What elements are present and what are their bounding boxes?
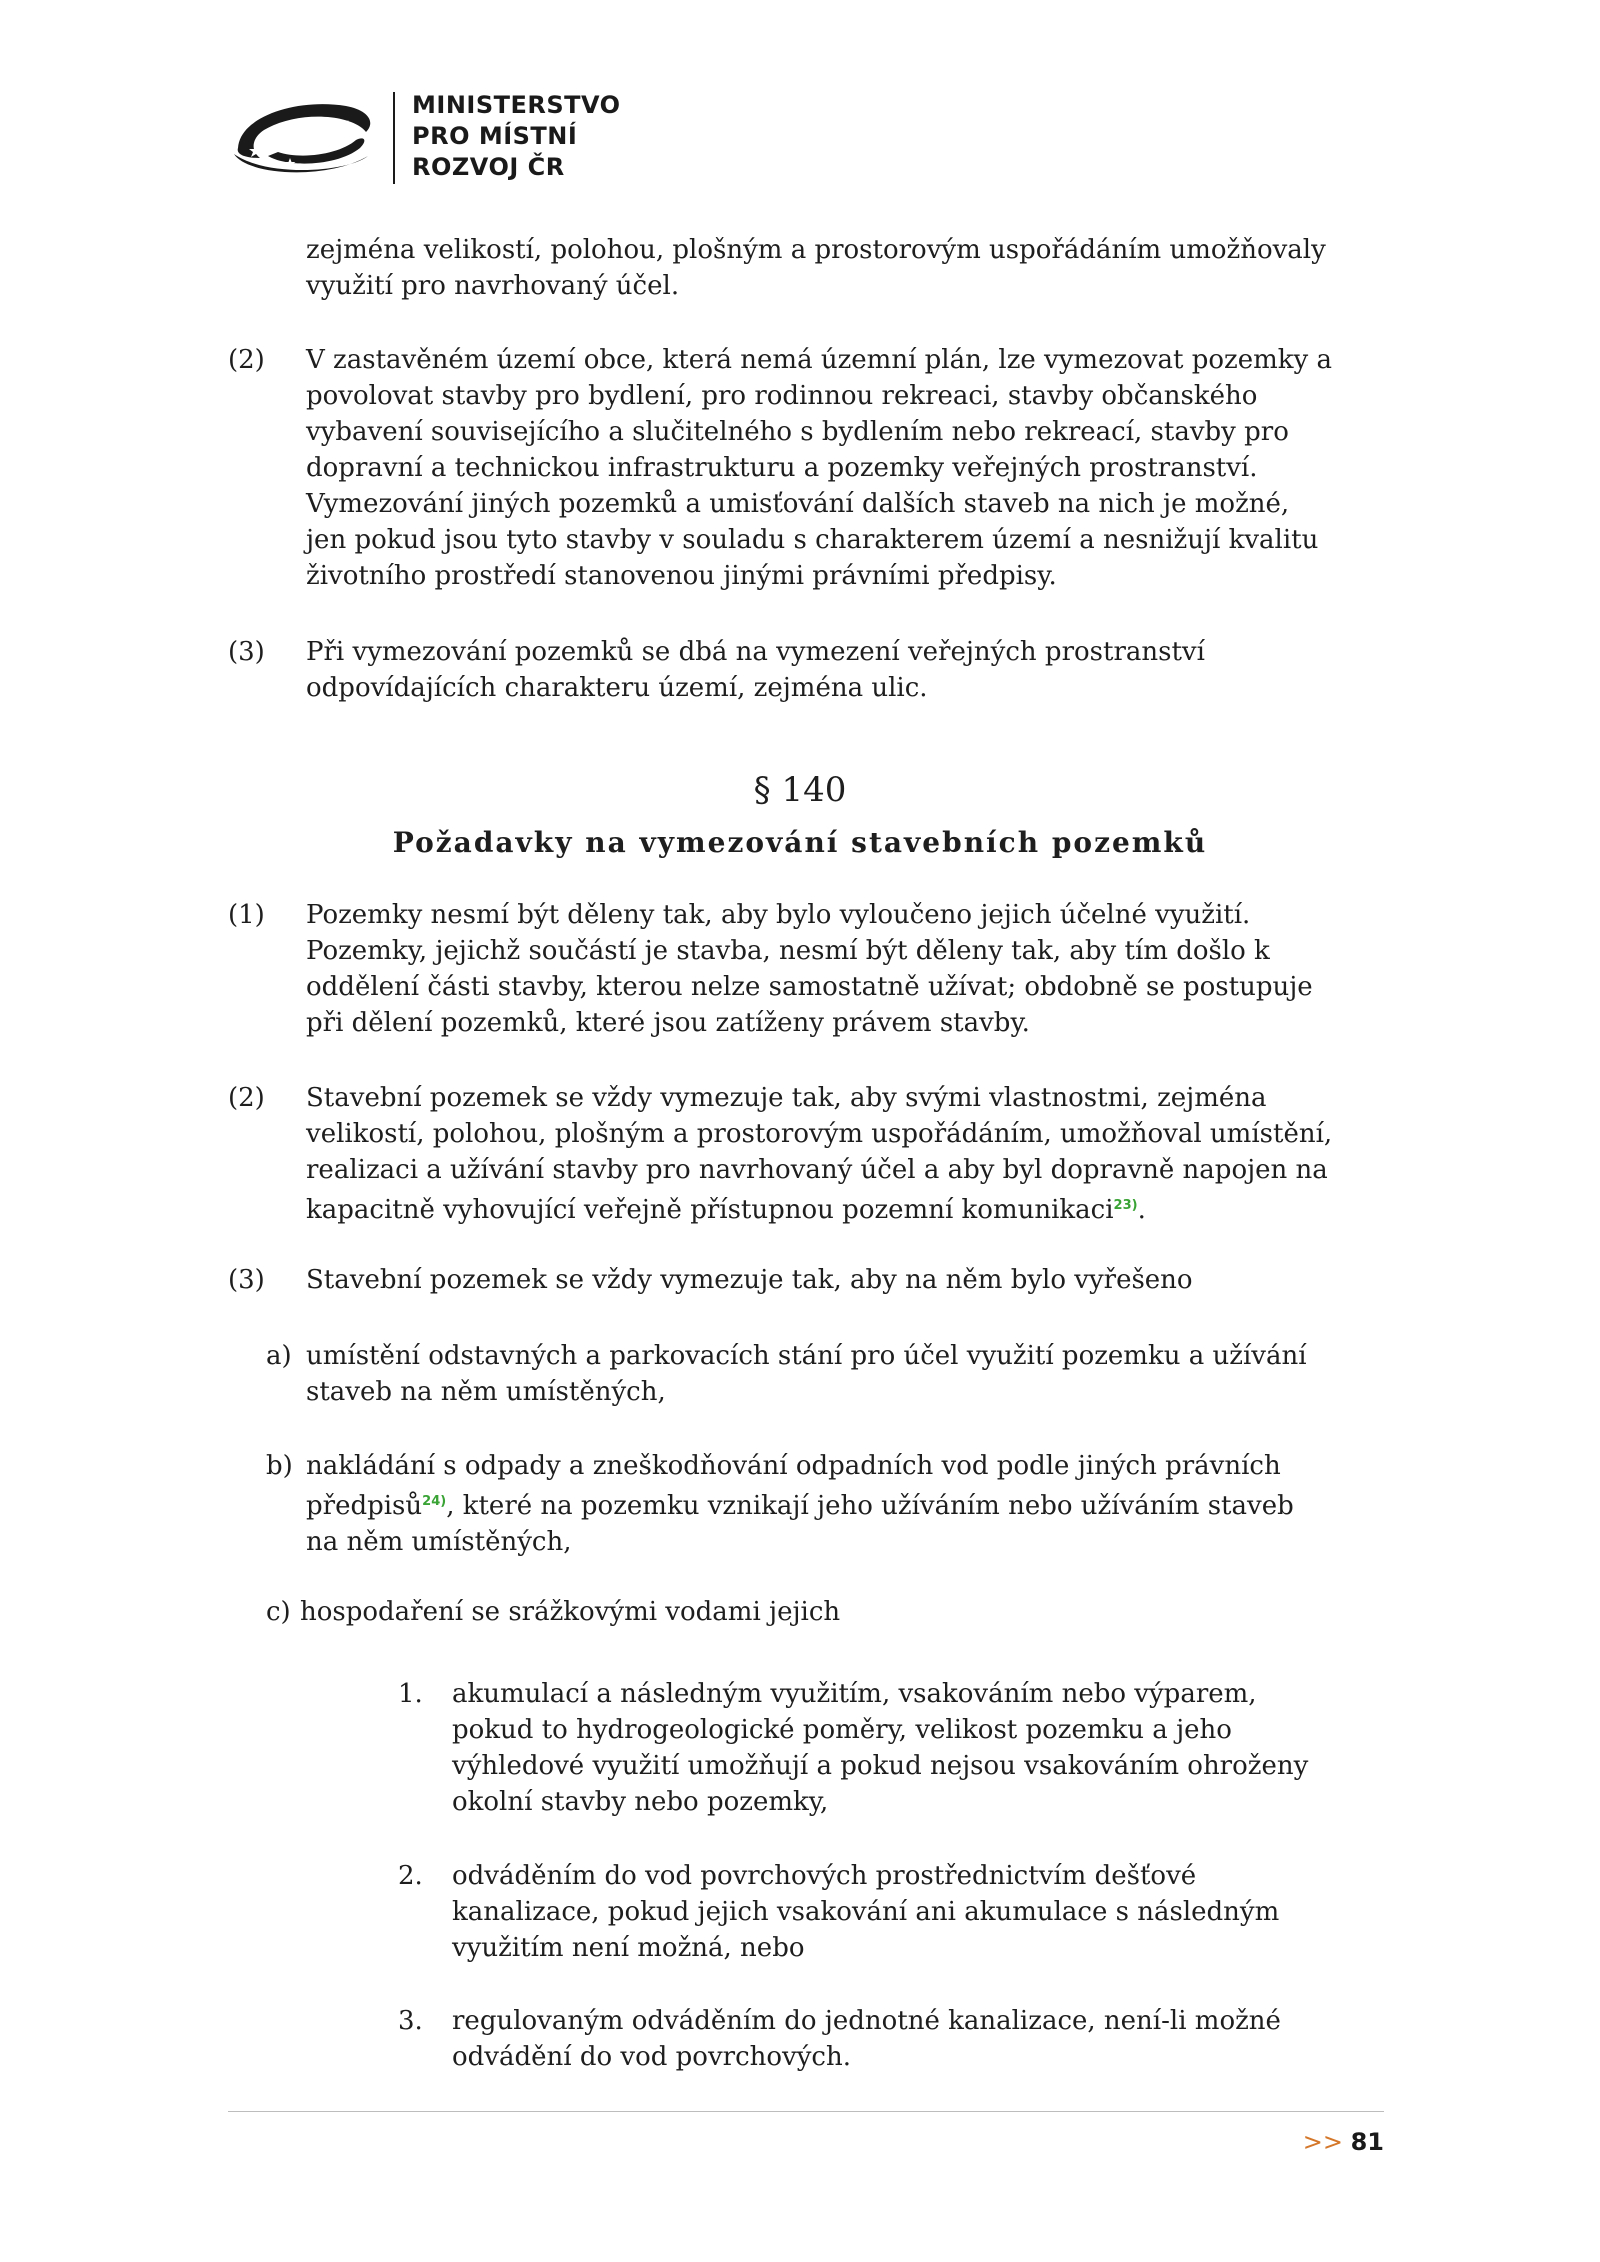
text-fragment: kapacitně vyhovující veřejně přístupnou pozemní komunikaci: [306, 1195, 1114, 1225]
ministry-logo: [228, 92, 678, 192]
section-number: § 140: [753, 770, 847, 810]
subitem-2: [452, 1858, 1384, 1966]
text-line: realizaci a užívání stavby pro navrhovaný účel a aby byl dopravně napojen na: [306, 1155, 1328, 1185]
text-line: povolovat stavby pro bydlení, pro rodinnou rekreaci, stavby občanského: [306, 381, 1258, 411]
section-paragraph-1: [306, 897, 1384, 1041]
text-line: hospodaření se srážkovými vodami jejich: [300, 1597, 841, 1627]
paragraph-number: (2): [228, 1083, 265, 1113]
page-number-value: 81: [1350, 2128, 1384, 2156]
text-line: Stavební pozemek se vždy vymezuje tak, aby na něm bylo vyřešeno: [306, 1265, 1193, 1295]
page-number: [1303, 2128, 1384, 2156]
intro-paragraph: [306, 232, 1384, 304]
subitem-1: [452, 1676, 1384, 1820]
text-line: využití pro navrhovaný účel.: [306, 271, 680, 301]
text-line: dopravní a technickou infrastrukturu a pozemky veřejných prostranství.: [306, 453, 1258, 483]
text-line: regulovaným odváděním do jednotné kanalizace, není-li možné: [452, 2006, 1281, 2036]
section-heading: Požadavky na vymezování stavebních pozemků: [392, 826, 1208, 859]
subitem-number: 2.: [398, 1861, 423, 1891]
text-line: životního prostředí stanovenou jinými právními předpisy.: [306, 561, 1057, 591]
subitem-number: 1.: [398, 1679, 423, 1709]
text-fragment: .: [1137, 1195, 1146, 1225]
paragraph-number: (3): [228, 637, 265, 667]
text-line: kanalizace, pokud jejich vsakování ani akumulace s následným: [452, 1897, 1280, 1927]
page-arrows-icon: >>: [1302, 2128, 1343, 2156]
text-line: oddělení části stavby, kterou nelze samostatně užívat; obdobně se postupuje: [306, 972, 1313, 1002]
section-paragraph-3: [306, 1262, 1384, 1298]
ministry-emblem-icon: [228, 96, 378, 176]
text-line: okolní stavby nebo pozemky,: [452, 1787, 829, 1817]
logo-divider: [393, 92, 395, 184]
subitem-number: 3.: [398, 2006, 423, 2036]
text-line: vybavení souvisejícího a slučitelného s bydlením nebo rekreací, stavby pro: [306, 417, 1289, 447]
text-line: velikostí, polohou, plošným a prostorovým uspořádáním, umožňoval umístění,: [306, 1119, 1333, 1149]
text-line: V zastavěném území obce, která nemá územní plán, lze vymezovat pozemky a: [306, 345, 1332, 375]
footer-divider: [228, 2111, 1384, 2112]
text-line: Při vymezování pozemků se dbá na vymezení veřejných prostranství: [306, 637, 1205, 667]
text-line: Pozemky nesmí být děleny tak, aby bylo vyloučeno jejich účelné využití.: [306, 900, 1251, 930]
text-line: akumulací a následným využitím, vsakováním nebo výparem,: [452, 1679, 1257, 1709]
ministry-name-line: ROZVOJ ČR: [412, 153, 565, 181]
item-c: [300, 1594, 1384, 1630]
item-label: a): [266, 1341, 292, 1371]
paragraph-number: (2): [228, 345, 265, 375]
section-paragraph-2: [306, 1080, 1384, 1228]
text-line: odvádění do vod povrchových.: [452, 2042, 851, 2072]
item-b: [306, 1448, 1384, 1560]
text-line: odváděním do vod povrchových prostřednictvím dešťové: [452, 1861, 1197, 1891]
ministry-name: [412, 90, 621, 183]
paragraph-number: (3): [228, 1265, 265, 1295]
item-label: c): [266, 1597, 291, 1627]
item-a: [306, 1338, 1384, 1410]
text-line: odpovídajících charakteru území, zejména ulic.: [306, 673, 928, 703]
text-line: Vymezování jiných pozemků a umisťování dalších staveb na nich je možné,: [306, 489, 1290, 519]
paragraph-3: [306, 634, 1384, 706]
footnote-ref[interactable]: 24): [422, 1494, 447, 1509]
text-fragment: předpisů: [306, 1491, 423, 1521]
text-line: staveb na něm umístěných,: [306, 1377, 666, 1407]
text-line: pokud to hydrogeologické poměry, velikost pozemku a jeho: [452, 1715, 1232, 1745]
text-line: nakládání s odpady a zneškodňování odpadních vod podle jiných právních: [306, 1451, 1281, 1481]
item-label: b): [266, 1451, 293, 1481]
text-line-with-footnote: [306, 1188, 1384, 1228]
text-line: Pozemky, jejichž součástí je stavba, nesmí být děleny tak, aby tím došlo k: [306, 936, 1270, 966]
text-line: na něm umístěných,: [306, 1527, 572, 1557]
paragraph-2: [306, 342, 1384, 594]
text-line: jen pokud jsou tyto stavby v souladu s charakterem území a nesnižují kvalitu: [306, 525, 1319, 555]
text-line: využitím není možná, nebo: [452, 1933, 805, 1963]
ministry-name-line: MINISTERSTVO: [412, 91, 621, 119]
text-line: umístění odstavných a parkovacích stání pro účel využití pozemku a užívání: [306, 1341, 1307, 1371]
paragraph-number: (1): [228, 900, 265, 930]
ministry-name-line: PRO MÍSTNÍ: [412, 122, 578, 150]
text-line: Stavební pozemek se vždy vymezuje tak, aby svými vlastnostmi, zejména: [306, 1083, 1267, 1113]
text-line: výhledové využití umožňují a pokud nejsou vsakováním ohroženy: [452, 1751, 1309, 1781]
text-line: při dělení pozemků, které jsou zatíženy právem stavby.: [306, 1008, 1030, 1038]
text-line-with-footnote: [306, 1484, 1384, 1524]
text-line: zejména velikostí, polohou, plošným a prostorovým uspořádáním umožňovaly: [306, 235, 1326, 265]
footnote-ref[interactable]: 23): [1113, 1198, 1138, 1213]
subitem-3: [452, 2003, 1384, 2075]
text-fragment: , které na pozemku vznikají jeho užíváním nebo užíváním staveb: [446, 1491, 1294, 1521]
